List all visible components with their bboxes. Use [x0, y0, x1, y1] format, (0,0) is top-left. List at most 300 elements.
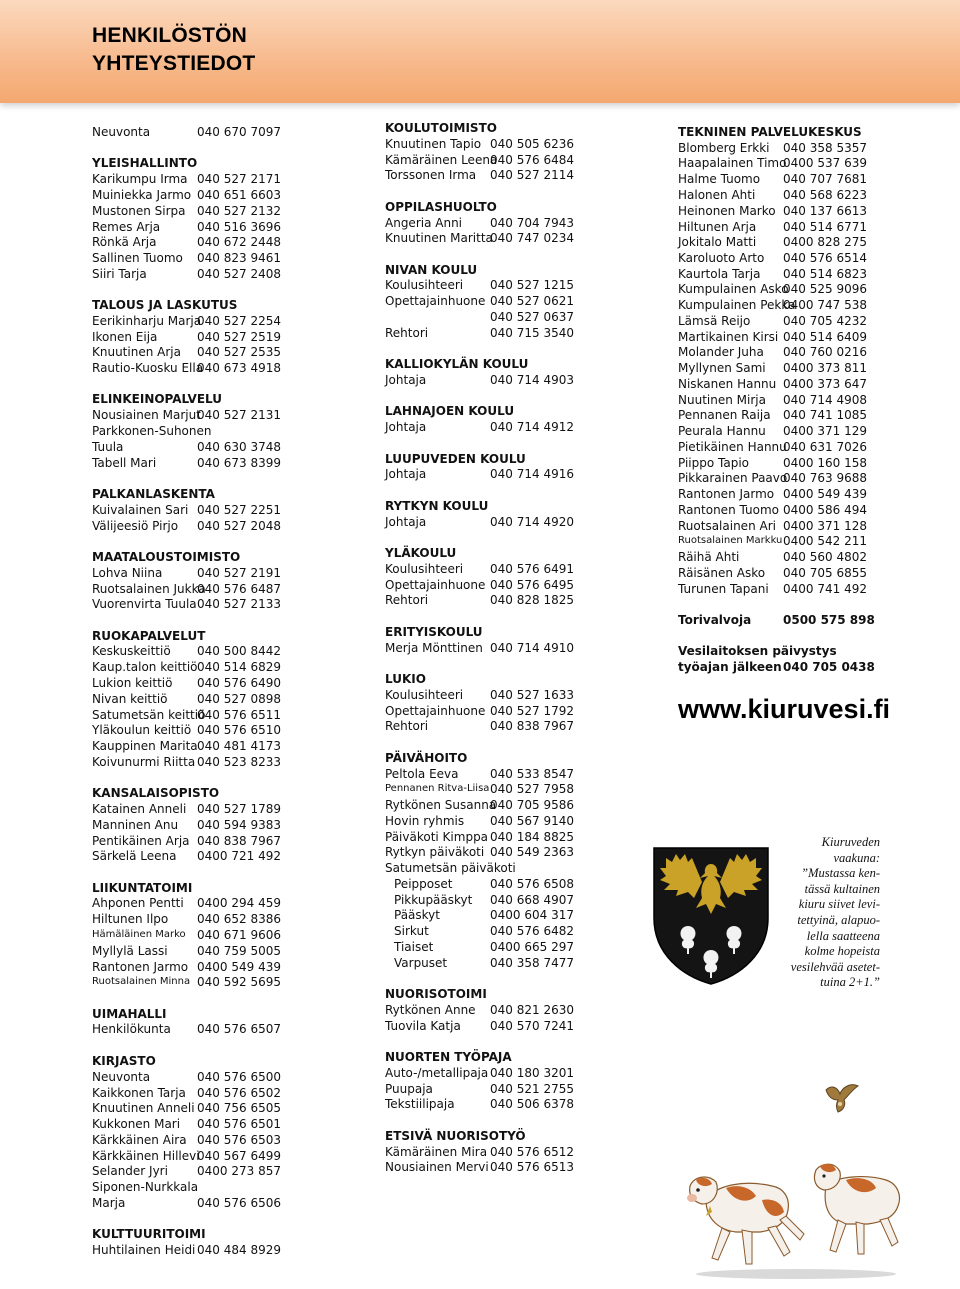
contact-phone[interactable]: 040 576 6484 [490, 153, 574, 167]
contact-name: Torssonen Irma [385, 168, 477, 182]
section-header: ERITYISKOULU [385, 625, 483, 639]
contact-entry [92, 1021, 282, 1037]
contact-name: Tuula [92, 440, 124, 454]
contact-entry [92, 659, 282, 675]
contact-name: Rytkönen Susanna [385, 798, 497, 812]
contact-phone[interactable]: 040 521 2755 [490, 1082, 574, 1096]
contact-entry [92, 502, 282, 518]
section-header: ELINKEINOPALVELU [92, 392, 222, 406]
contact-name: Knuutinen Anneli [92, 1101, 195, 1115]
contact-name: Blomberg Erkki [678, 141, 770, 155]
contact-entry [678, 502, 868, 518]
contact-name: Päiväkoti Kimppa [385, 830, 489, 844]
contact-name: Särkelä Leena [92, 849, 177, 863]
contact-phone[interactable]: 040 705 4232 [783, 314, 867, 328]
contact-name: Satumetsän keittiö [92, 708, 206, 722]
contact-phone[interactable]: 040 180 3201 [490, 1066, 574, 1080]
page-title-line2: YHTEYSTIEDOT [92, 52, 256, 75]
contact-name: Katainen Anneli [92, 802, 187, 816]
contact-name: Henkilökunta [92, 1022, 171, 1036]
contact-phone[interactable]: 040 576 6508 [490, 877, 574, 891]
contact-phone[interactable]: 040 567 6499 [197, 1149, 281, 1163]
contact-entry [92, 707, 282, 723]
contact-name: Rantonen Tuomo [678, 503, 779, 517]
contact-entry [92, 895, 282, 911]
contact-name: Sallinen Tuomo [92, 251, 183, 265]
contact-entry [92, 518, 282, 534]
contact-phone[interactable]: 0400 160 158 [783, 456, 867, 470]
contact-phone[interactable]: 040 707 7681 [783, 172, 867, 186]
contact-phone[interactable]: 040 715 3540 [490, 326, 574, 340]
contact-phone[interactable]: 040 481 4173 [197, 739, 281, 753]
contact-name: Mustonen Sirpa [92, 204, 186, 218]
contact-phone[interactable]: 0400 741 492 [783, 582, 867, 596]
contact-name: Rehtori [385, 719, 429, 733]
contact-name: Tuovila Katja [385, 1019, 461, 1033]
contact-entry [385, 167, 575, 183]
contact-entry [385, 230, 575, 246]
contact-name: Räihä Ahti [678, 550, 740, 564]
contact-entry [385, 325, 575, 341]
contact-entry [385, 687, 575, 703]
contact-phone[interactable]: 040 527 0637 [490, 310, 574, 324]
contact-name: Nousiainen Marjut [92, 408, 201, 422]
contact-phone[interactable]: 040 705 6855 [783, 566, 867, 580]
contact-phone[interactable]: 0400 273 857 [197, 1164, 281, 1178]
contact-phone[interactable]: 040 527 2191 [197, 566, 281, 580]
contact-phone[interactable]: 040 568 6223 [783, 188, 867, 202]
contact-phone[interactable]: 0400 294 459 [197, 896, 281, 910]
contact-phone[interactable]: 040 714 4916 [490, 467, 574, 481]
contact-name: Knuutinen Tapio [385, 137, 482, 151]
contact-phone[interactable]: 040 823 9461 [197, 251, 281, 265]
contact-phone[interactable]: 040 651 6603 [197, 188, 281, 202]
page-title-line1: HENKILÖSTÖN [92, 24, 248, 47]
contact-phone[interactable]: 040 763 9688 [783, 471, 867, 485]
contact-name: Siiri Tarja [92, 267, 147, 281]
contact-phone[interactable]: 040 576 6490 [197, 676, 281, 690]
contact-entry [385, 1065, 575, 1081]
section-header: NUORTEN TYÖPAJA [385, 1050, 512, 1064]
contact-phone[interactable]: 040 527 2535 [197, 345, 281, 359]
contact-phone[interactable]: 0400 604 317 [490, 908, 574, 922]
contact-phone[interactable]: 040 560 4802 [783, 550, 867, 564]
contact-entry [92, 943, 282, 959]
contact-phone[interactable]: 040 525 9096 [783, 282, 867, 296]
contact-phone[interactable]: 040 747 0234 [490, 231, 574, 245]
contact-phone[interactable]: 040 516 3696 [197, 220, 281, 234]
section-header: MAATALOUSTOIMISTO [92, 550, 241, 564]
contact-name: Pikkupääskyt [394, 893, 473, 907]
contact-phone[interactable]: 040 358 7477 [490, 956, 574, 970]
contact-phone[interactable]: 040 594 9383 [197, 818, 281, 832]
contact-phone[interactable]: 0400 721 492 [197, 849, 281, 863]
contact-entry [92, 439, 282, 455]
contact-name: Johtaja [385, 373, 427, 387]
contact-entry [385, 939, 575, 955]
contact-name: Parkkonen-Suhonen [92, 424, 212, 438]
contact-entry [92, 219, 282, 235]
contact-entry [385, 892, 575, 908]
contact-phone[interactable]: 040 527 2131 [197, 408, 281, 422]
contact-name: Siponen-Nurkkala [92, 1180, 199, 1194]
contact-name: Pennanen Ritva-Liisa [385, 783, 490, 794]
contact-name: Peurala Hannu [678, 424, 766, 438]
contact-name: Koulusihteeri [385, 562, 464, 576]
contact-phone[interactable]: 0400 586 494 [783, 503, 867, 517]
contact-name: Kumpulainen Asko [678, 282, 789, 296]
contact-phone[interactable]: 040 549 2363 [490, 845, 574, 859]
contact-entry [385, 1081, 575, 1097]
contact-entry [92, 738, 282, 754]
contact-phone[interactable]: 040 505 6236 [490, 137, 574, 151]
contact-entry [385, 640, 575, 656]
contact-phone[interactable]: 0400 373 647 [783, 377, 867, 391]
contact-entry [92, 234, 282, 250]
contact-entry [92, 1179, 282, 1195]
contact-name: Kämäräinen Mira [385, 1145, 488, 1159]
contact-phone[interactable]: 040 576 6501 [197, 1117, 281, 1131]
contact-phone[interactable]: 040 760 0216 [783, 345, 867, 359]
contact-phone[interactable]: 0400 371 129 [783, 424, 867, 438]
contact-name: Yläkoulun keittiö [92, 723, 192, 737]
contact-entry [92, 959, 282, 975]
contact-phone[interactable]: 040 514 6771 [783, 220, 867, 234]
coat-of-arms-icon [652, 846, 770, 986]
contact-phone[interactable]: 040 668 4907 [490, 893, 574, 907]
contact-name: Pääskyt [394, 908, 440, 922]
contact-entry [92, 407, 282, 423]
contact-name: Kaup.talon keittiö [92, 660, 198, 674]
section-header: Vesilaitoksen päivystys [678, 644, 837, 658]
contact-name: Välijeesiö Pirjo [92, 519, 179, 533]
contact-phone[interactable]: 040 576 6502 [197, 1086, 281, 1100]
contact-entry [92, 1163, 282, 1179]
contact-phone[interactable]: 040 523 8233 [197, 755, 281, 769]
contact-phone[interactable]: 040 714 4908 [783, 393, 867, 407]
contact-phone[interactable]: 040 576 6510 [197, 723, 281, 737]
contact-phone[interactable]: 0400 537 639 [783, 156, 867, 170]
contact-phone[interactable]: 040 527 2048 [197, 519, 281, 533]
contact-phone[interactable]: 0400 665 297 [490, 940, 574, 954]
contact-phone[interactable]: 040 533 8547 [490, 767, 574, 781]
contact-phone[interactable]: 040 358 5357 [783, 141, 867, 155]
contact-phone[interactable]: 040 821 2630 [490, 1003, 574, 1017]
website-url[interactable]: www.kiuruvesi.fi [678, 694, 891, 724]
contact-phone[interactable]: 0500 575 898 [783, 613, 875, 627]
contact-entry [92, 833, 282, 849]
contact-entry [678, 344, 868, 360]
contact-phone[interactable]: 040 705 0438 [783, 660, 875, 674]
contact-name: Hovin ryhmis [385, 814, 465, 828]
contact-entry [92, 360, 282, 376]
contact-name: Kämäräinen Leena [385, 153, 498, 167]
crest-caption: Kiuruveden vaakuna: ”Mustassa ken- tässä kultainen kiuru siivet levi- tettyinä, alapuo- lella saatteena kolme hopeista vesilehvää asetet- tuina 2+1.” [790, 835, 880, 990]
contact-entry [92, 1069, 282, 1085]
contact-phone[interactable]: 040 670 7097 [197, 125, 281, 139]
contact-phone[interactable]: 040 705 9586 [490, 798, 574, 812]
contact-name: Opettajainhuone [385, 578, 486, 592]
contact-entry [385, 592, 575, 608]
contact-entry [92, 691, 282, 707]
contact-phone[interactable]: 040 741 1085 [783, 408, 867, 422]
contact-name: Halonen Ahti [678, 188, 756, 202]
contact-name: Lämsä Reijo [678, 314, 751, 328]
contact-phone[interactable]: 0400 747 538 [783, 298, 867, 312]
contact-phone[interactable]: 0400 828 275 [783, 235, 867, 249]
contact-phone[interactable]: 040 527 1215 [490, 278, 574, 292]
contact-entry [92, 722, 282, 738]
contact-phone[interactable]: 040 671 9606 [197, 928, 281, 942]
contact-phone[interactable]: 040 630 3748 [197, 440, 281, 454]
contact-phone[interactable]: 040 514 6829 [197, 660, 281, 674]
contact-entry [385, 466, 575, 482]
contact-phone[interactable]: 040 838 7967 [490, 719, 574, 733]
section-header: LAHNAJOEN KOULU [385, 404, 515, 418]
contact-name: Myllylä Lassi [92, 944, 168, 958]
contact-entry [92, 203, 282, 219]
contact-entry [92, 455, 282, 471]
contact-name: Nousiainen Mervi [385, 1160, 489, 1174]
contact-phone[interactable]: 040 527 2114 [490, 168, 574, 182]
contact-phone[interactable]: 040 500 8442 [197, 644, 281, 658]
contact-entry [92, 266, 282, 282]
contact-entry [678, 203, 868, 219]
contact-entry [385, 514, 575, 530]
contact-phone[interactable]: 040 714 4920 [490, 515, 574, 529]
contact-name: Piippo Tapio [678, 456, 750, 470]
section-header: PALKANLASKENTA [92, 487, 215, 501]
contact-name: Rantonen Jarmo [92, 960, 189, 974]
contact-phone[interactable]: 0400 373 811 [783, 361, 867, 375]
contact-phone[interactable]: 040 673 8399 [197, 456, 281, 470]
contact-entry [385, 813, 575, 829]
contact-name: Tabell Mari [92, 456, 157, 470]
contact-entry [92, 565, 282, 581]
contact-name: Pikkarainen Paavo [678, 471, 788, 485]
contact-entry [385, 703, 575, 719]
contact-phone[interactable]: 040 527 2254 [197, 314, 281, 328]
contact-name: Knuutinen Arja [92, 345, 181, 359]
contact-name: Ruotsalainen Markku [678, 535, 783, 546]
contact-phone[interactable]: 040 576 6495 [490, 578, 574, 592]
contact-phone[interactable]: 040 527 2171 [197, 172, 281, 186]
contact-name: Muiniekka Jarmo [92, 188, 192, 202]
contact-name: Haapalainen Timo [678, 156, 787, 170]
contact-entry [92, 1100, 282, 1116]
section-header: LUKIO [385, 672, 426, 686]
contact-name: Remes Arja [92, 220, 161, 234]
contact-name: Rantonen Jarmo [678, 487, 775, 501]
contact-phone[interactable]: 040 828 1825 [490, 593, 574, 607]
contact-name: Hiltunen Ilpo [92, 912, 169, 926]
contact-phone[interactable]: 040 570 7241 [490, 1019, 574, 1033]
contact-name: Peltola Eeva [385, 767, 459, 781]
contact-name: Puupaja [385, 1082, 433, 1096]
contact-name: Rautio-Kuosku Ella [92, 361, 204, 375]
contact-phone[interactable]: 040 576 6491 [490, 562, 574, 576]
contact-entry [678, 549, 868, 565]
contact-phone[interactable]: 0400 549 439 [783, 487, 867, 501]
section-header: YLÄKOULU [385, 546, 457, 560]
contact-phone[interactable]: 040 184 8825 [490, 830, 574, 844]
contact-phone[interactable]: 040 567 9140 [490, 814, 574, 828]
contact-entry [678, 266, 868, 282]
contact-phone[interactable]: 040 527 2519 [197, 330, 281, 344]
contact-entry [385, 955, 575, 971]
section-header: TALOUS JA LASKUTUS [92, 298, 238, 312]
section-header: TEKNINEN PALVELUKESKUS [678, 125, 862, 139]
contact-entry [678, 140, 868, 156]
contact-name: Peipposet [394, 877, 453, 891]
contact-phone[interactable]: 040 527 2408 [197, 267, 281, 281]
contact-name: Rytkyn päiväkoti [385, 845, 485, 859]
contact-phone[interactable]: 040 137 6613 [783, 204, 867, 218]
contact-phone[interactable]: 040 576 6487 [197, 582, 281, 596]
contact-entry [678, 470, 868, 486]
contact-entry [678, 407, 868, 423]
contact-name: Kumpulainen Pekka [678, 298, 796, 312]
contact-name: Tiaiset [394, 940, 434, 954]
contact-phone[interactable]: 040 514 6409 [783, 330, 867, 344]
contact-phone[interactable]: 040 714 4903 [490, 373, 574, 387]
contact-name: Kaikkonen Tarja [92, 1086, 186, 1100]
contact-phone[interactable]: 040 631 7026 [783, 440, 867, 454]
contact-phone[interactable]: 040 576 6503 [197, 1133, 281, 1147]
contact-phone[interactable]: 040 576 6512 [490, 1145, 574, 1159]
contact-name: Rehtori [385, 326, 429, 340]
contact-entry [678, 533, 868, 549]
contact-entry [385, 844, 575, 860]
contact-phone[interactable]: 040 714 4912 [490, 420, 574, 434]
contact-entry [92, 974, 282, 990]
bird-icon [820, 1080, 862, 1116]
section-header: UIMAHALLI [92, 1007, 167, 1021]
contact-phone[interactable]: 040 592 5695 [197, 975, 281, 989]
contact-entry [92, 643, 282, 659]
contact-entry [92, 187, 282, 203]
contact-phone[interactable]: 0400 542 211 [783, 534, 867, 548]
contact-phone[interactable]: 040 527 1789 [197, 802, 281, 816]
contact-entry [92, 329, 282, 345]
contact-name: Opettajainhuone [385, 704, 486, 718]
contact-entry [385, 923, 575, 939]
contact-entry [92, 124, 282, 140]
contact-name: Kauppinen Marita [92, 739, 198, 753]
contact-name: Lohva Niina [92, 566, 163, 580]
contact-name: Eerikinharju Marja [92, 314, 202, 328]
contact-phone[interactable]: 040 527 2251 [197, 503, 281, 517]
contact-phone[interactable]: 0400 549 439 [197, 960, 281, 974]
contact-phone[interactable]: 040 672 2448 [197, 235, 281, 249]
contact-phone[interactable]: 040 759 5005 [197, 944, 281, 958]
section-header: KALLIOKYLÄN KOULU [385, 357, 529, 371]
section-header: NUORISOTOIMI [385, 987, 487, 1001]
contact-phone[interactable]: 040 576 6507 [197, 1022, 281, 1036]
contact-phone[interactable]: 040 756 6505 [197, 1101, 281, 1115]
contact-phone[interactable]: 040 673 4918 [197, 361, 281, 375]
contact-entry [92, 1116, 282, 1132]
contact-entry [92, 848, 282, 864]
contact-entry [678, 455, 868, 471]
contact-entry [92, 1085, 282, 1101]
contact-name: Auto-/metallipaja [385, 1066, 489, 1080]
contact-entry [385, 136, 575, 152]
contact-phone[interactable]: 040 527 0898 [197, 692, 281, 706]
contact-phone[interactable]: 040 576 6513 [490, 1160, 574, 1174]
contact-phone[interactable]: 040 527 1633 [490, 688, 574, 702]
header-banner [0, 0, 960, 103]
contact-entry [678, 439, 868, 455]
contact-phone[interactable]: 040 506 6378 [490, 1097, 574, 1111]
contact-phone[interactable]: 040 714 4910 [490, 641, 574, 655]
contact-phone[interactable]: 040 527 2132 [197, 204, 281, 218]
contact-entry [385, 152, 575, 168]
contact-name: Nivan keittiö [92, 692, 168, 706]
contact-name: Hämäläinen Marko [92, 929, 186, 940]
contact-phone[interactable]: 040 652 8386 [197, 912, 281, 926]
contact-entry [92, 911, 282, 927]
contact-entry [92, 1148, 282, 1164]
contact-name: Marja [92, 1196, 126, 1210]
contact-entry [385, 797, 575, 813]
contact-name: Johtaja [385, 420, 427, 434]
contact-entry [678, 612, 875, 628]
contact-phone[interactable]: 040 514 6823 [783, 267, 867, 281]
contact-phone[interactable]: 040 527 0621 [490, 294, 574, 308]
contact-entry [678, 518, 868, 534]
contact-phone[interactable]: 040 576 6514 [783, 251, 867, 265]
contact-entry [385, 766, 575, 782]
contact-entry [678, 565, 868, 581]
section-header: RYTKYN KOULU [385, 499, 489, 513]
contact-entry [92, 927, 282, 943]
contact-entry [678, 659, 875, 675]
contact-phone[interactable]: 040 576 6482 [490, 924, 574, 938]
contact-phone[interactable]: 0400 371 128 [783, 519, 867, 533]
contact-name: Ruotsalainen Minna [92, 976, 191, 987]
contact-entry [385, 1159, 575, 1175]
contact-phone[interactable]: 040 838 7967 [197, 834, 281, 848]
contact-entry [385, 372, 575, 388]
contact-entry [92, 423, 282, 439]
contact-entry [385, 781, 575, 797]
contact-entry [678, 250, 868, 266]
contact-phone[interactable]: 040 576 6500 [197, 1070, 281, 1084]
contact-name: Keskuskeittiö [92, 644, 171, 658]
contact-phone[interactable]: 040 704 7943 [490, 216, 574, 230]
contact-name: Pennanen Raija [678, 408, 771, 422]
contact-name: Vuorenvirta Tuula [92, 597, 197, 611]
contact-phone[interactable]: 040 576 6511 [197, 708, 281, 722]
contact-name: Manninen Anu [92, 818, 179, 832]
contact-name: Martikainen Kirsi [678, 330, 779, 344]
contact-entry [678, 187, 868, 203]
section-header: PÄIVÄHOITO [385, 751, 468, 765]
contact-phone[interactable]: 040 576 6506 [197, 1196, 281, 1210]
contact-name: Koulusihteeri [385, 688, 464, 702]
contact-phone[interactable]: 040 484 8929 [197, 1243, 281, 1257]
contact-entry [678, 329, 868, 345]
contact-name: Niskanen Hannu [678, 377, 777, 391]
contact-name: Turunen Tapani [678, 582, 769, 596]
contact-phone[interactable]: 040 527 2133 [197, 597, 281, 611]
contact-name: Lukion keittiö [92, 676, 173, 690]
contact-entry [678, 581, 868, 597]
contact-phone[interactable]: 040 527 7958 [490, 782, 574, 796]
section-header: YLEISHALLINTO [92, 156, 198, 170]
contact-phone[interactable]: 040 527 1792 [490, 704, 574, 718]
